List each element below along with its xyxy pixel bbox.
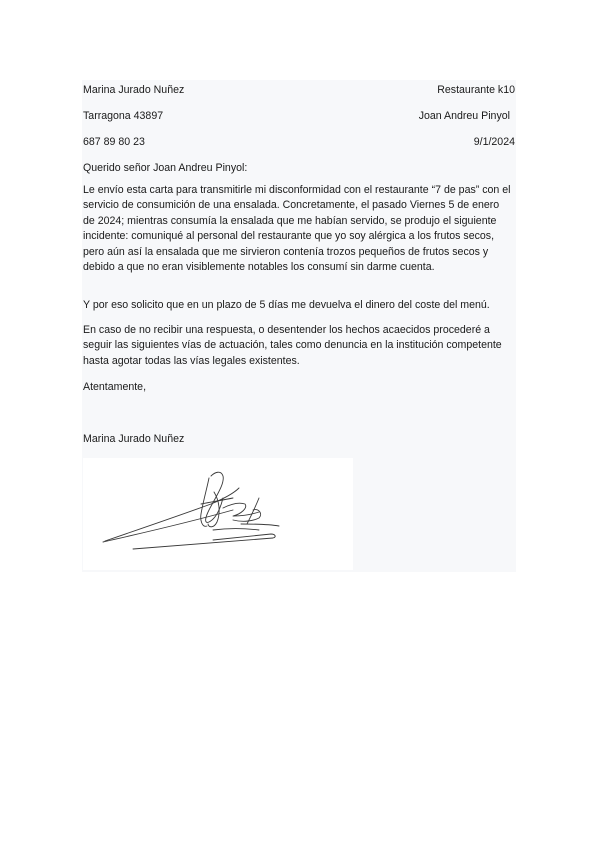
recipient-company: Restaurante k10 [437, 84, 515, 96]
greeting: Querido señor Joan Andreu Pinyol: [83, 162, 248, 174]
recipient-name: Joan Andreu Pinyol [418, 110, 510, 122]
body-paragraph-2: Y por eso solicito que en un plazo de 5 días me devuelva el dinero del coste del menú. [83, 299, 490, 311]
sender-phone: 687 89 80 23 [83, 136, 145, 148]
sender-city: Tarragona 43897 [83, 110, 164, 122]
letter-date: 9/1/2024 [473, 136, 515, 148]
header-row-1 [82, 83, 514, 99]
header-row-2 [82, 109, 514, 125]
body-paragraph-3: En caso de no recibir una respuesta, o desentender los hechos acaecidos procederé a seguir las siguientes vías de actuación, tales como denuncia en la institución competente hasta agotar todas las vías legales existentes. [83, 324, 502, 367]
closing: Atentamente, [83, 381, 147, 393]
header-row-3 [82, 135, 514, 151]
body-paragraph-1: Le envío esta carta para transmitirle mi disconformidad con el restaurante “7 de pas” con el servicio de consumición de una ensalada. Concretamente, el pasado Viernes 5 de enero de 2024; mientras consumía la ensalada que me habían servido, se produjo el siguiente incidente: comuniqué al personal del restaurante que yo soy alérgica a los frutos secos, pero aún así la ensalada que me sirvieron contenía trozos pequeños de frutos secos y debido a que no eran visiblemente notables los consumí sin darme cuenta. [83, 184, 511, 274]
signature-name: Marina Jurado Nuñez [83, 433, 185, 445]
sender-name: Marina Jurado Nuñez [83, 84, 185, 96]
signature-drawing [83, 458, 353, 570]
handwritten-signature [83, 458, 353, 570]
